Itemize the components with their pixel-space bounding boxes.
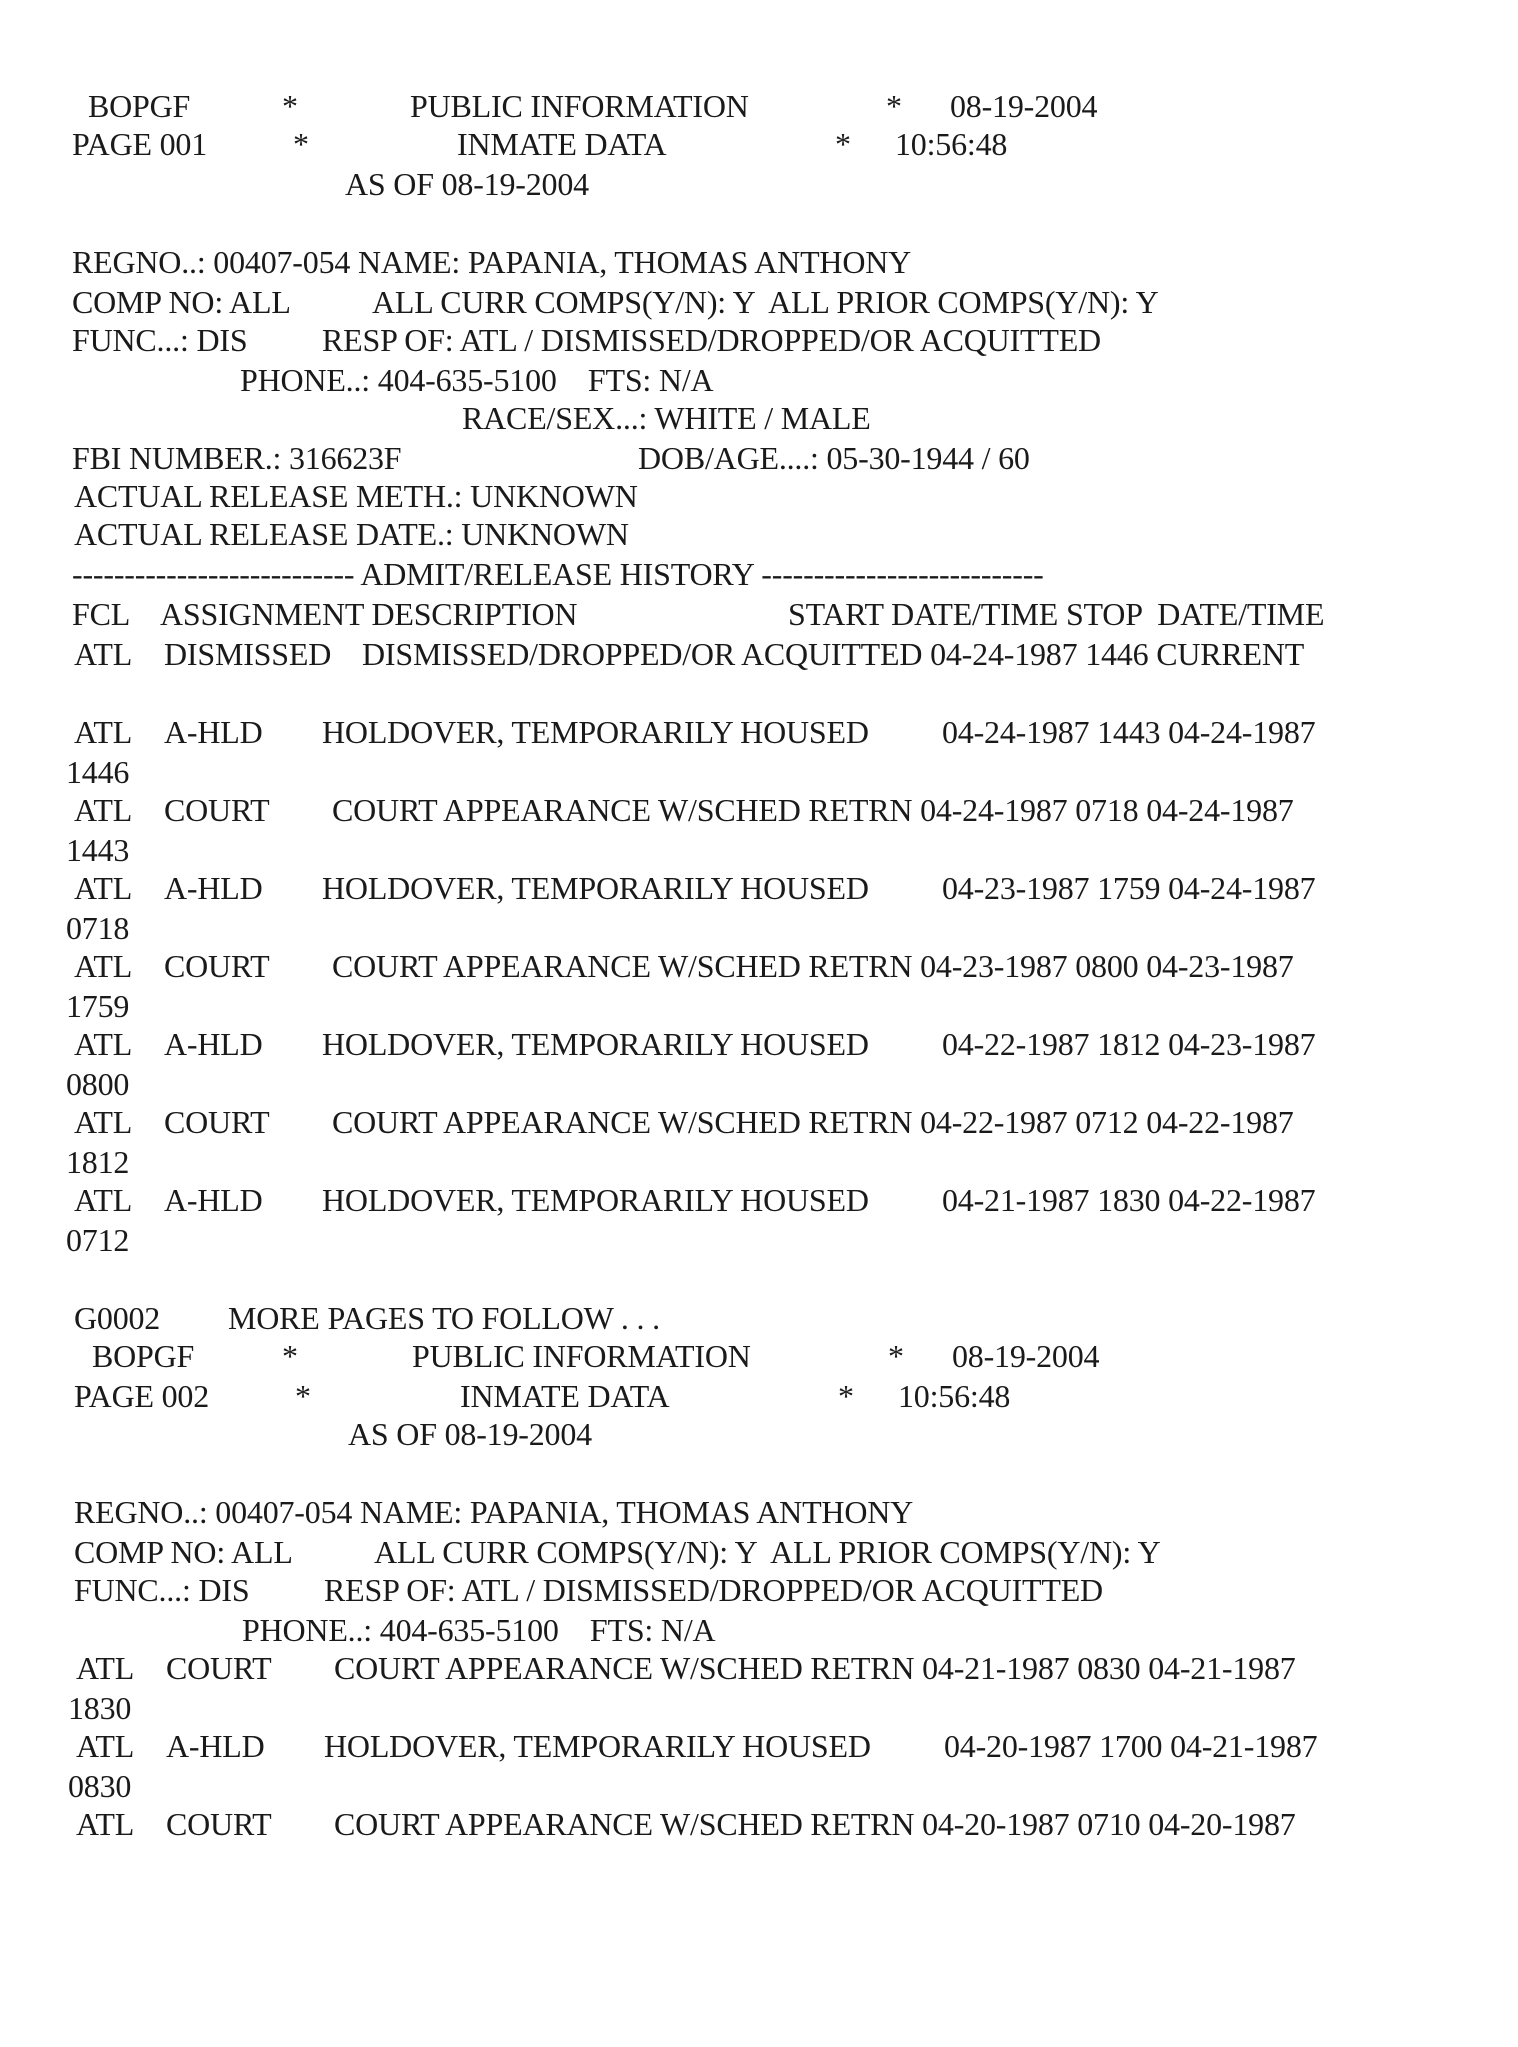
history-dates: 04-23-1987 1759 04-24-1987 bbox=[942, 870, 1316, 906]
history-description: COURT APPEARANCE W/SCHED RETRN 04-20-1987 0710 04-20-1987 bbox=[334, 1806, 1296, 1842]
history-fcl: ATL bbox=[74, 1026, 133, 1062]
history-code: A-HLD bbox=[164, 1026, 263, 1062]
history-description: HOLDOVER, TEMPORARILY HOUSED bbox=[322, 1182, 869, 1218]
as-of-date: AS OF 08-19-2004 bbox=[345, 166, 589, 202]
col-header-fcl: FCL bbox=[72, 596, 131, 632]
header-date: 08-19-2004 bbox=[950, 88, 1098, 124]
history-wrap-time: 1446 bbox=[66, 754, 130, 790]
header-star: * bbox=[293, 126, 309, 162]
history-fcl: ATL bbox=[74, 948, 133, 984]
history-dates: 04-24-1987 1443 04-24-1987 bbox=[942, 714, 1316, 750]
func-line: FUNC...: DIS bbox=[74, 1572, 250, 1608]
more-pages-code: G0002 bbox=[74, 1300, 161, 1336]
history-fcl: ATL bbox=[74, 714, 133, 750]
release-date: ACTUAL RELEASE DATE.: UNKNOWN bbox=[74, 516, 629, 552]
history-wrap-time: 0800 bbox=[66, 1066, 130, 1102]
history-description: COURT APPEARANCE W/SCHED RETRN 04-22-1987 0712 04-22-1987 bbox=[332, 1104, 1294, 1140]
phone-line: PHONE..: 404-635-5100 FTS: N/A bbox=[240, 362, 714, 398]
history-fcl: ATL bbox=[74, 1104, 133, 1140]
history-fcl: ATL bbox=[76, 1650, 135, 1686]
header-star: * bbox=[282, 88, 298, 124]
history-dates: 04-21-1987 1830 04-22-1987 bbox=[942, 1182, 1316, 1218]
regno-line: REGNO..: 00407-054 NAME: PAPANIA, THOMAS ANTHONY bbox=[74, 1494, 914, 1530]
header-time: 10:56:48 bbox=[895, 126, 1008, 162]
release-method: ACTUAL RELEASE METH.: UNKNOWN bbox=[74, 478, 638, 514]
header-title: PUBLIC INFORMATION bbox=[412, 1338, 751, 1374]
more-pages-text: MORE PAGES TO FOLLOW . . . bbox=[228, 1300, 660, 1336]
history-description: HOLDOVER, TEMPORARILY HOUSED bbox=[322, 714, 869, 750]
header-star: * bbox=[886, 88, 902, 124]
col-header-assignment: ASSIGNMENT DESCRIPTION bbox=[160, 596, 578, 632]
history-description: HOLDOVER, TEMPORARILY HOUSED bbox=[324, 1728, 871, 1764]
page-number: PAGE 001 bbox=[72, 126, 208, 162]
phone-line: PHONE..: 404-635-5100 FTS: N/A bbox=[242, 1612, 716, 1648]
resp-line: RESP OF: ATL / DISMISSED/DROPPED/OR ACQUITTED bbox=[322, 322, 1101, 358]
history-description: COURT APPEARANCE W/SCHED RETRN 04-21-1987 0830 04-21-1987 bbox=[334, 1650, 1296, 1686]
history-wrap-time: 0718 bbox=[66, 910, 130, 946]
header-time: 10:56:48 bbox=[898, 1378, 1011, 1414]
history-fcl: ATL bbox=[76, 1806, 135, 1842]
header-star: * bbox=[838, 1378, 854, 1414]
comp-no: COMP NO: ALL bbox=[74, 1534, 293, 1570]
history-code: COURT bbox=[166, 1806, 272, 1842]
history-code: COURT bbox=[166, 1650, 272, 1686]
comp-no: COMP NO: ALL bbox=[72, 284, 291, 320]
history-description: DISMISSED/DROPPED/OR ACQUITTED 04-24-1987 1446 CURRENT bbox=[362, 636, 1305, 672]
resp-line: RESP OF: ATL / DISMISSED/DROPPED/OR ACQUITTED bbox=[324, 1572, 1103, 1608]
history-code: COURT bbox=[164, 792, 270, 828]
history-description: COURT APPEARANCE W/SCHED RETRN 04-24-1987 0718 04-24-1987 bbox=[332, 792, 1294, 828]
history-fcl: ATL bbox=[74, 636, 133, 672]
history-fcl: ATL bbox=[74, 870, 133, 906]
history-description: HOLDOVER, TEMPORARILY HOUSED bbox=[322, 1026, 869, 1062]
header-title: PUBLIC INFORMATION bbox=[410, 88, 749, 124]
history-wrap-time: 1812 bbox=[66, 1144, 130, 1180]
header-subtitle: INMATE DATA bbox=[460, 1378, 670, 1414]
history-wrap-time: 1830 bbox=[68, 1690, 132, 1726]
history-description: COURT APPEARANCE W/SCHED RETRN 04-23-1987 0800 04-23-1987 bbox=[332, 948, 1294, 984]
regno-line: REGNO..: 00407-054 NAME: PAPANIA, THOMAS ANTHONY bbox=[72, 244, 912, 280]
as-of-date: AS OF 08-19-2004 bbox=[348, 1416, 592, 1452]
history-code: COURT bbox=[164, 1104, 270, 1140]
page-number: PAGE 002 bbox=[74, 1378, 210, 1414]
history-code: COURT bbox=[164, 948, 270, 984]
header-system: BOPGF bbox=[92, 1338, 195, 1374]
dob-age: DOB/AGE....: 05-30-1944 / 60 bbox=[638, 440, 1030, 476]
history-code: A-HLD bbox=[166, 1728, 265, 1764]
history-fcl: ATL bbox=[76, 1728, 135, 1764]
history-code: A-HLD bbox=[164, 714, 263, 750]
history-wrap-time: 0830 bbox=[68, 1768, 132, 1804]
history-wrap-time: 1443 bbox=[66, 832, 130, 868]
history-dates: 04-22-1987 1812 04-23-1987 bbox=[942, 1026, 1316, 1062]
header-star: * bbox=[282, 1338, 298, 1374]
history-code: A-HLD bbox=[164, 1182, 263, 1218]
history-description: HOLDOVER, TEMPORARILY HOUSED bbox=[322, 870, 869, 906]
header-subtitle: INMATE DATA bbox=[457, 126, 667, 162]
history-fcl: ATL bbox=[74, 1182, 133, 1218]
comps-flags: ALL CURR COMPS(Y/N): Y ALL PRIOR COMPS(Y/N): Y bbox=[374, 1534, 1161, 1570]
history-code: DISMISSED bbox=[164, 636, 332, 672]
history-fcl: ATL bbox=[74, 792, 133, 828]
col-header-dates: START DATE/TIME STOP DATE/TIME bbox=[788, 596, 1325, 632]
race-sex: RACE/SEX...: WHITE / MALE bbox=[462, 400, 871, 436]
header-star: * bbox=[888, 1338, 904, 1374]
history-wrap-time: 0712 bbox=[66, 1222, 130, 1258]
history-dates: 04-20-1987 1700 04-21-1987 bbox=[944, 1728, 1318, 1764]
func-line: FUNC...: DIS bbox=[72, 322, 248, 358]
fbi-number: FBI NUMBER.: 316623F bbox=[72, 440, 402, 476]
history-wrap-time: 1759 bbox=[66, 988, 130, 1024]
header-system: BOPGF bbox=[88, 88, 191, 124]
header-star: * bbox=[835, 126, 851, 162]
comps-flags: ALL CURR COMPS(Y/N): Y ALL PRIOR COMPS(Y/N): Y bbox=[372, 284, 1159, 320]
history-divider: --------------------------- ADMIT/RELEASE HISTORY --------------------------- bbox=[72, 556, 1044, 592]
header-star: * bbox=[295, 1378, 311, 1414]
history-code: A-HLD bbox=[164, 870, 263, 906]
header-date: 08-19-2004 bbox=[952, 1338, 1100, 1374]
